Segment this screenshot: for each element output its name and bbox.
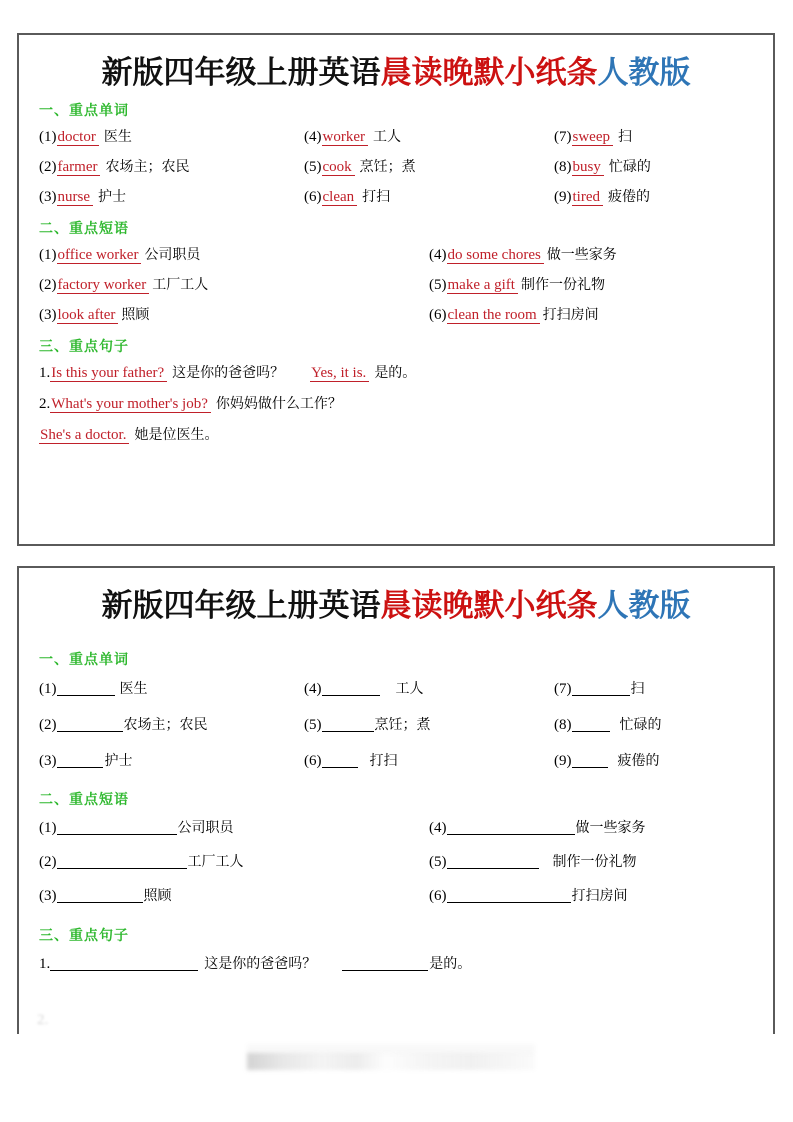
word-item <box>39 152 304 182</box>
item-chinese: 照顾 <box>121 306 150 323</box>
panel-answer-key <box>17 33 775 546</box>
word-item-blank <box>554 707 765 743</box>
answer-blank[interactable] <box>572 680 630 696</box>
section-heading-key-sentences: 三、重点句子 <box>39 338 129 355</box>
item-english: sweep <box>572 129 614 146</box>
word-item-blank <box>39 743 304 779</box>
word-item-blank <box>554 671 765 707</box>
item-chinese: 忙碌的 <box>619 716 662 733</box>
bottom-watermark <box>247 1053 535 1070</box>
word-item-blank <box>39 671 304 707</box>
title-part-blue: 人教版 <box>597 55 691 91</box>
key-phrases-grid-blank <box>39 811 765 913</box>
section-heading-key-words: 一、重点单词 <box>39 651 129 668</box>
item-number: (3) <box>39 887 57 904</box>
item-number: (4) <box>429 819 447 836</box>
key-sentences-block <box>39 358 763 451</box>
item-english: clean the room <box>447 307 540 324</box>
title-part-red: 晨读晚默小纸条 <box>380 55 598 91</box>
item-number: (4) <box>304 680 322 697</box>
item-chinese: 打扫房间 <box>542 306 599 323</box>
item-number: (2) <box>39 158 57 175</box>
item-chinese: 烹饪；煮 <box>359 158 416 175</box>
item-english: make a gift <box>447 277 518 294</box>
item-english: tired <box>572 189 604 206</box>
panel-1-title <box>19 35 773 94</box>
item-chinese: 做一些家务 <box>546 246 617 263</box>
word-item <box>554 152 765 182</box>
item-number: (5) <box>304 158 322 175</box>
answer-blank[interactable] <box>322 752 358 768</box>
word-item <box>304 122 554 152</box>
phrase-item-blank <box>39 811 429 845</box>
answer-blank[interactable] <box>342 955 428 971</box>
word-item-blank <box>304 671 554 707</box>
item-number: (2) <box>39 853 57 870</box>
item-english: clean <box>322 189 358 206</box>
item-number: (3) <box>39 188 57 205</box>
answer-blank[interactable] <box>572 752 608 768</box>
word-item-blank <box>39 707 304 743</box>
item-number: (9) <box>554 752 572 769</box>
section-heading-key-sentences: 三、重点句子 <box>39 927 129 944</box>
item-english: cook <box>322 159 355 176</box>
key-words-grid <box>39 122 765 212</box>
sentence-english: Is this your father? <box>50 365 167 382</box>
item-chinese: 疲倦的 <box>617 752 660 769</box>
item-number: (4) <box>429 246 447 263</box>
phrase-item-blank <box>39 845 429 879</box>
item-chinese: 工人 <box>395 680 424 697</box>
word-item <box>304 182 554 212</box>
item-chinese: 忙碌的 <box>608 158 651 175</box>
item-number: (8) <box>554 716 572 733</box>
title-part-blue: 人教版 <box>597 588 691 624</box>
item-number: (8) <box>554 158 572 175</box>
item-english: factory worker <box>57 277 150 294</box>
sentence-chinese: 这是你的爸爸吗？ <box>172 364 285 381</box>
section-heading-key-phrases: 二、重点短语 <box>39 791 129 808</box>
item-english: worker <box>322 129 368 146</box>
item-chinese: 制作一份礼物 <box>520 276 605 293</box>
item-chinese: 扫 <box>618 128 632 145</box>
item-number: (1) <box>39 246 57 263</box>
sentence-number: 1. <box>39 955 51 972</box>
title-part-red: 晨读晚默小纸条 <box>380 588 598 624</box>
panel-1-body <box>19 94 773 451</box>
item-chinese: 工厂工人 <box>152 276 209 293</box>
answer-blank[interactable] <box>57 887 143 903</box>
item-number: (3) <box>39 752 57 769</box>
item-number: (4) <box>304 128 322 145</box>
word-item <box>554 182 765 212</box>
item-chinese: 打扫房间 <box>571 887 628 904</box>
word-item <box>39 182 304 212</box>
panel-2-title <box>19 568 773 627</box>
item-chinese: 制作一份礼物 <box>552 853 637 870</box>
title-part-black: 新版四年级上册英语 <box>101 588 381 624</box>
item-english: do some chores <box>447 247 544 264</box>
word-item <box>304 152 554 182</box>
phrase-item-blank <box>429 811 765 845</box>
item-chinese: 公司职员 <box>144 246 201 263</box>
sentence-row <box>39 420 763 451</box>
item-chinese: 医生 <box>103 128 132 145</box>
item-chinese: 农场主；农民 <box>123 716 208 733</box>
answer-blank[interactable] <box>57 853 187 869</box>
item-number: (1) <box>39 819 57 836</box>
panel-blank-worksheet <box>17 566 775 1034</box>
item-chinese: 打扫 <box>362 188 391 205</box>
panel-2-body <box>19 627 773 981</box>
answer-blank[interactable] <box>322 716 374 732</box>
answer-blank[interactable] <box>50 955 198 971</box>
phrase-item-blank <box>429 879 765 913</box>
item-chinese: 工厂工人 <box>187 853 244 870</box>
word-item <box>39 122 304 152</box>
answer-blank[interactable] <box>447 819 575 835</box>
item-number: (7) <box>554 680 572 697</box>
item-chinese: 农场主；农民 <box>105 158 190 175</box>
sentence-english: What's your mother's job? <box>50 396 211 413</box>
phrase-item-blank <box>429 845 765 879</box>
sentence-chinese: 你妈妈做什么工作？ <box>215 395 342 412</box>
item-chinese: 打扫 <box>369 752 398 769</box>
item-chinese: 疲倦的 <box>608 188 650 205</box>
sentence-chinese: 这是你的爸爸吗？ <box>204 955 317 972</box>
answer-blank[interactable] <box>57 716 123 732</box>
phrase-item <box>39 300 429 330</box>
item-number: (6) <box>429 887 447 904</box>
item-chinese: 护士 <box>104 752 133 769</box>
item-chinese: 照顾 <box>143 887 172 904</box>
item-number: (5) <box>429 276 447 293</box>
item-chinese: 公司职员 <box>177 819 234 836</box>
item-chinese: 做一些家务 <box>575 819 646 836</box>
phrase-item <box>429 270 765 300</box>
key-phrases-grid <box>39 240 765 330</box>
word-item <box>554 122 765 152</box>
cutoff-ghost-row-1: 2. <box>37 1012 49 1028</box>
item-english: nurse <box>57 189 94 206</box>
item-english: busy <box>572 159 604 176</box>
item-number: (2) <box>39 716 57 733</box>
phrase-item-blank <box>39 879 429 913</box>
item-english: farmer <box>57 159 101 176</box>
item-number: (6) <box>304 188 322 205</box>
item-english: doctor <box>57 129 99 146</box>
item-number: (5) <box>429 853 447 870</box>
word-item-blank <box>304 743 554 779</box>
item-number: (3) <box>39 306 57 323</box>
sentence-number: 1. <box>39 364 51 381</box>
section-heading-key-words: 一、重点单词 <box>39 102 129 119</box>
item-chinese: 工人 <box>372 128 401 145</box>
item-chinese: 扫 <box>630 680 645 697</box>
item-number: (2) <box>39 276 57 293</box>
answer-blank[interactable] <box>57 819 177 835</box>
answer-blank[interactable] <box>447 887 571 903</box>
sentence-english: She's a doctor. <box>39 427 129 444</box>
answer-blank[interactable] <box>57 752 103 768</box>
sentence-answer-english: Yes, it is. <box>310 365 369 382</box>
answer-blank[interactable] <box>572 716 610 732</box>
answer-blank[interactable] <box>57 680 115 696</box>
section-heading-key-phrases: 二、重点短语 <box>39 220 129 237</box>
item-number: (6) <box>304 752 322 769</box>
sentence-number: 2. <box>39 395 51 412</box>
answer-blank[interactable] <box>322 680 380 696</box>
item-number: (9) <box>554 188 572 205</box>
item-number: (1) <box>39 680 57 697</box>
item-chinese: 医生 <box>119 680 148 697</box>
phrase-item <box>39 240 429 270</box>
word-item-blank <box>554 743 765 779</box>
item-number: (6) <box>429 306 447 323</box>
word-item-blank <box>304 707 554 743</box>
item-number: (7) <box>554 128 572 145</box>
sentence-answer-chinese: 是的。 <box>429 955 472 972</box>
item-english: look after <box>57 307 119 324</box>
sentence-answer-chinese: 是的。 <box>374 364 417 381</box>
sentence-row-blank <box>39 947 763 981</box>
sentence-chinese: 她是位医生。 <box>134 426 219 443</box>
title-part-black: 新版四年级上册英语 <box>101 55 381 91</box>
key-sentences-block-blank <box>39 947 763 981</box>
answer-blank[interactable] <box>447 853 539 869</box>
phrase-item <box>429 300 765 330</box>
item-english: office worker <box>57 247 142 264</box>
sentence-row <box>39 358 763 389</box>
phrase-item <box>429 240 765 270</box>
key-words-grid-blank <box>39 671 765 779</box>
phrase-item <box>39 270 429 300</box>
item-chinese: 护士 <box>98 188 126 205</box>
sentence-row <box>39 389 763 420</box>
item-number: (5) <box>304 716 322 733</box>
item-number: (1) <box>39 128 57 145</box>
item-chinese: 烹饪；煮 <box>374 716 431 733</box>
